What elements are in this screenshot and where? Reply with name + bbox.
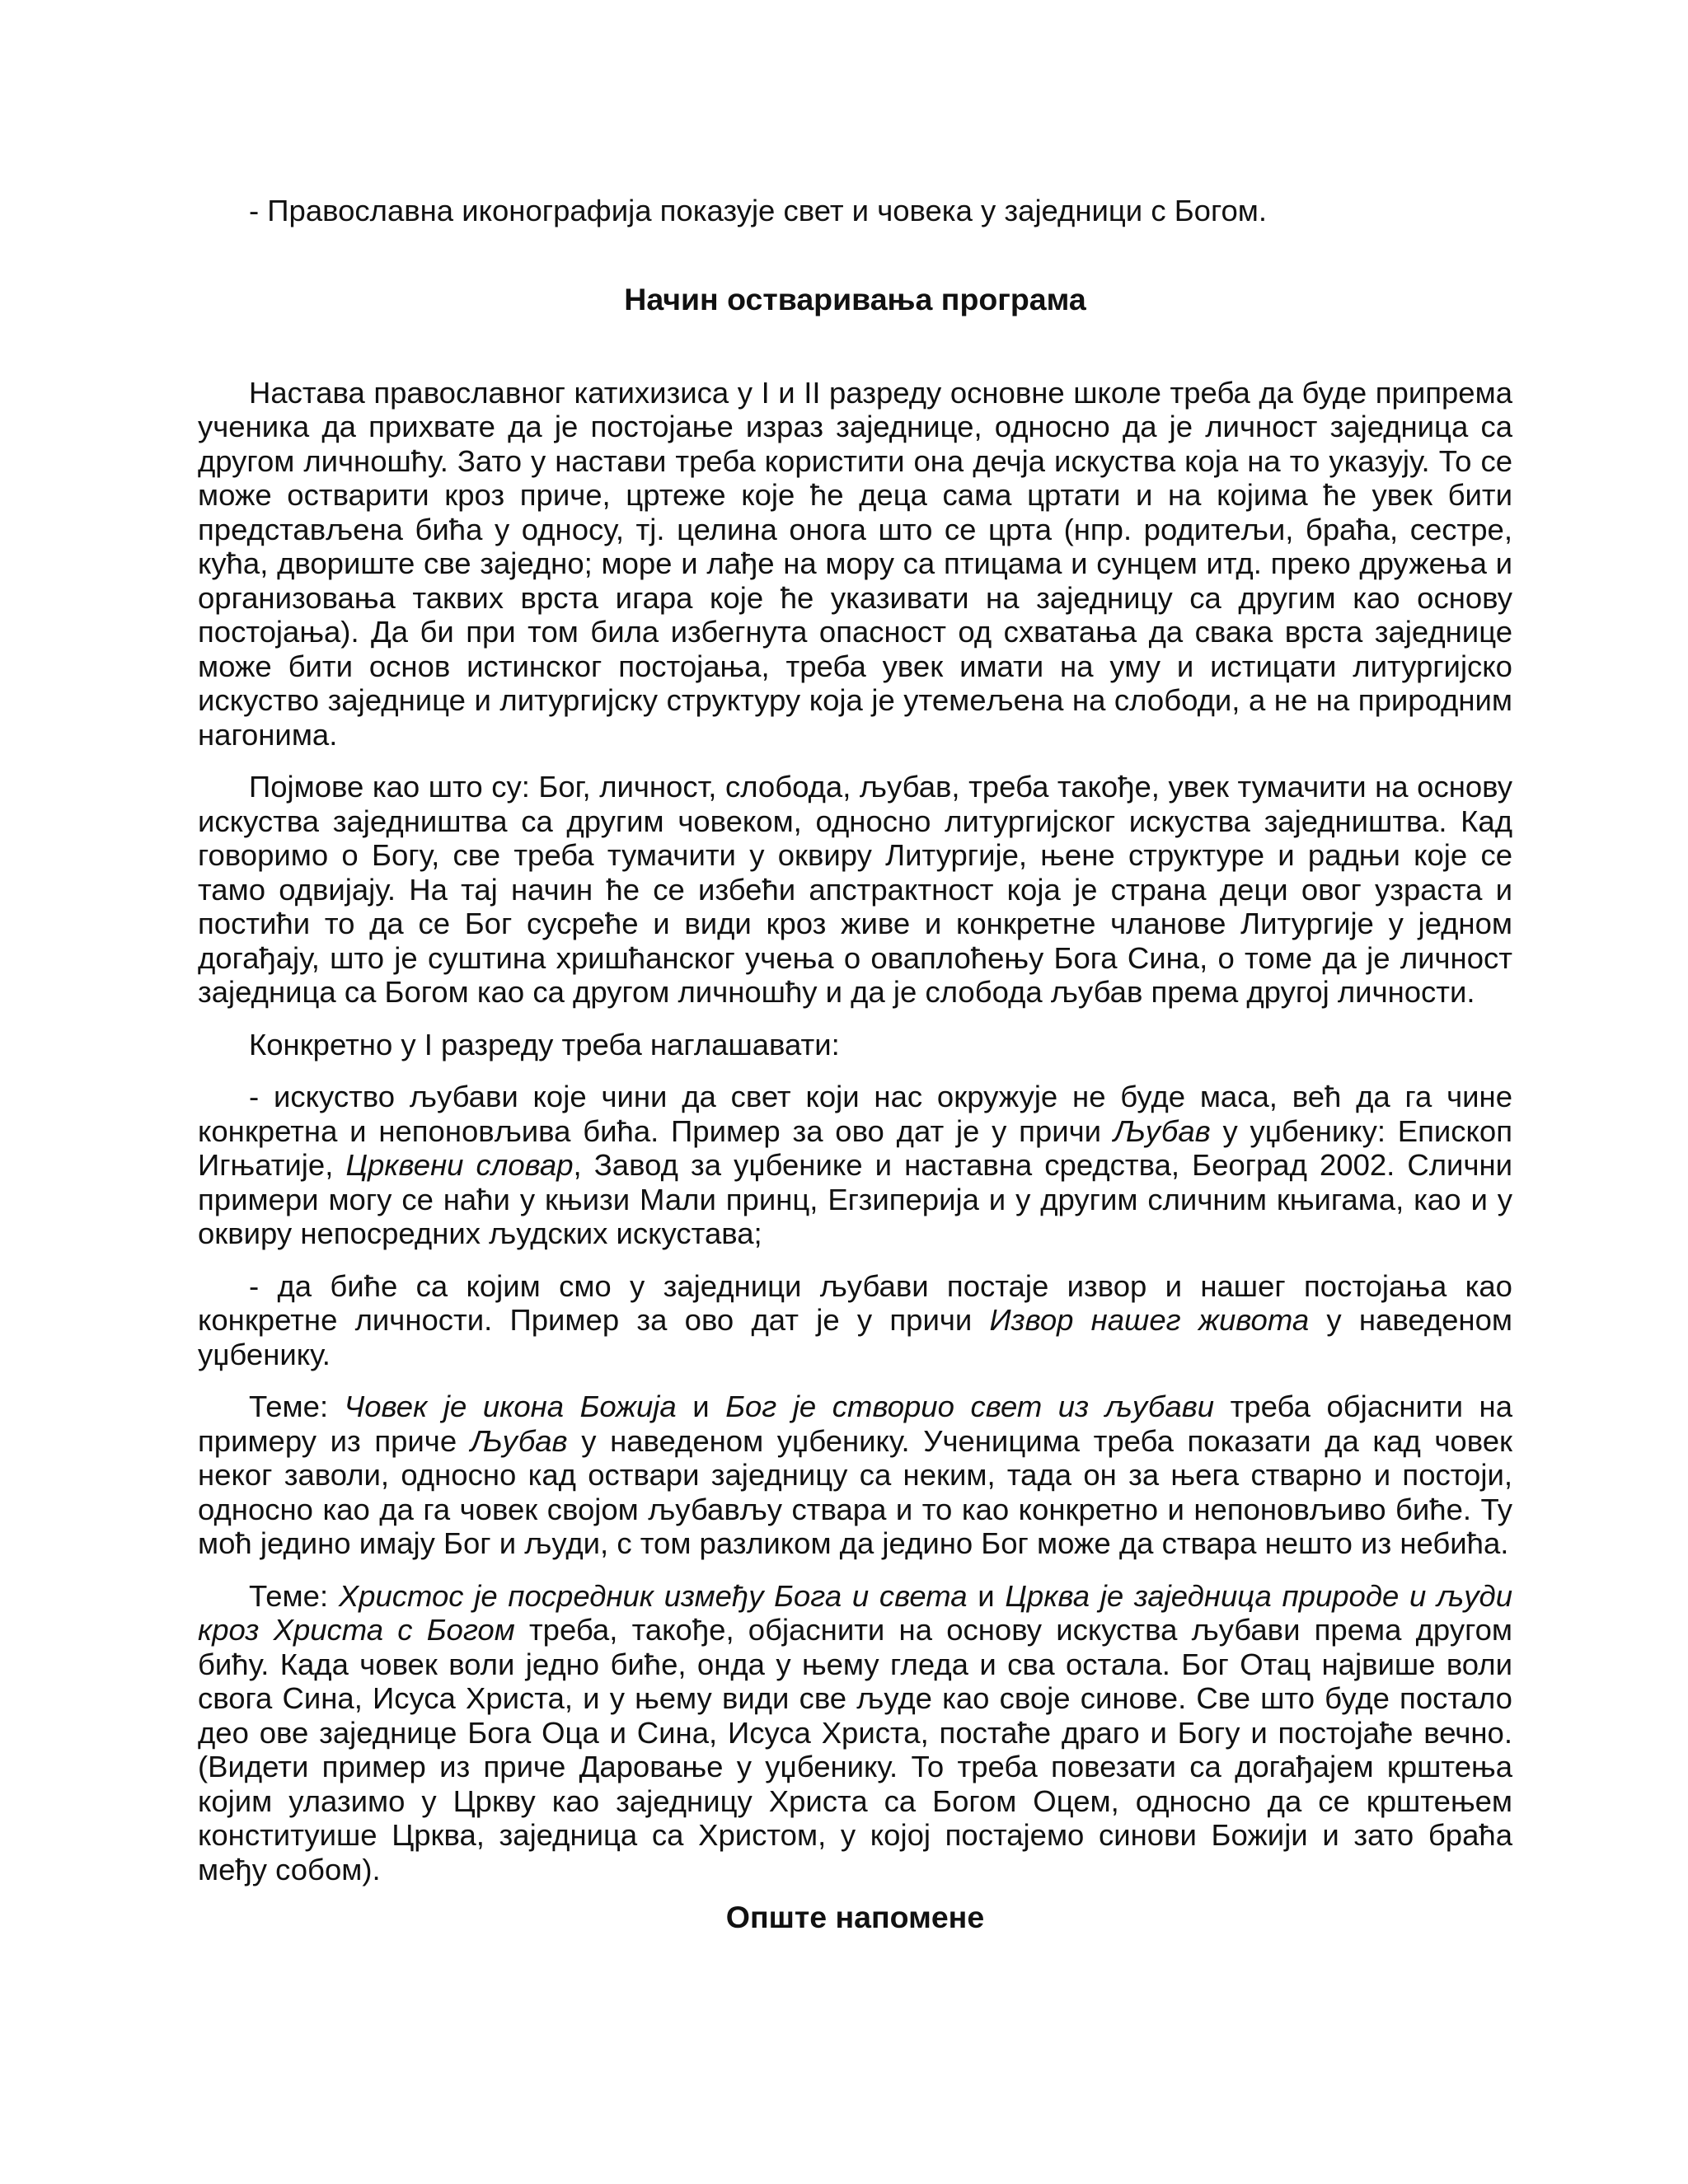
section-heading-general-notes: Опште напомене: [725, 1900, 985, 1934]
paragraph-5-text: у наведеном уџбенику.: [198, 1303, 1512, 1371]
paragraph-7-text: и: [967, 1578, 1006, 1613]
paragraph-6-text: треба објаснити на примеру из приче: [198, 1390, 1512, 1458]
paragraph-1: Настава православног катихизиса у I и II разреду основне школе треба да буде припрема ученика да прихвате да је постојање израз заједнице, односно да је личност заједница са другом личношћу. Зато у настави треба користити она дечја искуства која на то указују. То се може остварити кроз приче, цртеже које ће деца сама цртати и на којима ће увек бити представљена бића у односу, тј. целина онога што се црта (нпр. родитељи, браћа, сестре, кућа, двориште све заједно; море и лађе на мору са птицама и сунцем итд. преко дружења и организовања таквих врста игара које ће указивати на заједницу са другим као основу постојања). Да би при том била избегнута опасност од схватања да свака врста заједнице може бити основ истинског постојања, треба увек имати на уму и истицати литургијско искуство заједнице и литургијску структуру која је утемељена на слободи, а не на природним нагонима.: [198, 375, 1512, 752]
paragraph-7-italic-title: Христос је посредник између Бога и света: [338, 1578, 968, 1613]
paragraph-6-text: и: [676, 1390, 726, 1423]
paragraph-4: [198, 1080, 1512, 1251]
paragraph-7: [198, 1579, 1512, 1887]
paragraph-6-text: Теме:: [249, 1390, 345, 1423]
paragraph-4-italic-title: Црквени словар: [345, 1148, 574, 1182]
paragraph-5: [198, 1269, 1512, 1372]
paragraph-2: Појмове као што су: Бог, личност, слобода, љубав, треба такође, увек тумачити на основу искуства заједништва са другим човеком, односно литургијског искуства заједништва. Кад говоримо о Богу, све треба тумачити у оквиру Литургије, њене структуре и радњи које се тамо одвијају. На тај начин ће се избећи апстрактност која је страна деци овог узраста и постићи то да се Бог сусреће и види кроз живе и конкретне чланове Литургије у једном догађају, што је суштина хришћанског учења о оваплоћењу Бога Сина, о томе да је личност заједница са Богом као са другом личношћу и да је слобода љубав према другој личности.: [198, 770, 1512, 1009]
paragraph-6-italic-title: Љубав: [470, 1423, 568, 1458]
document-page: [198, 194, 1512, 1934]
paragraph-4-text: , Завод за уџбенике и наставна средства, Београд 2002. Слични примери могу се наћи у књизи Мали принц, Егзиперија и у другим сличним књигама, као и у оквиру непосредних људских искустава;: [198, 1148, 1513, 1250]
paragraph-6-text: у наведеном уџбенику. Ученицима треба показати да кад човек неког заволи, односно кад оствари заједницу са неким, тада он за њега стварно и постоји, односно као да га човек својом љубављу ствара и то као конкретно и непоновљиво биће. Ту моћ једино имају Бог и људи, с том разликом да једино Бог може да ствара нешто из небића.: [198, 1423, 1512, 1560]
paragraph-3: Конкретно у I разреду треба наглашавати:: [249, 1027, 840, 1062]
paragraph-4-text: - искуство љубави које чини да свет који нас окружује не буде маса, већ да га чине конкретна и непоновљива бића. Пример за ово дат је у причи: [198, 1080, 1512, 1148]
paragraph-7-text: треба, такође, објаснити на основу искуства љубави према другом бићу. Када човек воли једно биће, онда у њему гледа и сва остала. Бог Отац највише воли свога Сина, Исуса Христа, и у њему види све људе као своје синове. Све што буде постало део ове заједнице Бога Оца и Сина, Исуса Христа, постаће драго и Богу и постојаће вечно. (Видети пример из приче Даровање у уџбенику. То треба повезати са догађајем крштења којим улазимо у Цркву као заједницу Христа са Богом Оцем, односно да се крштењем конституише Црква, заједница са Христом, у којој постајемо синови Божији и зато браћа међу собом).: [198, 1613, 1512, 1886]
paragraph-5-text: - да биће са којим смо у заједници љубави постаје извор и нашег постојања као конкретне личности. Пример за ово дат је у причи: [198, 1268, 1512, 1337]
paragraph-6: [198, 1390, 1512, 1561]
paragraph-5-italic-title: Извор нашег живота: [989, 1303, 1310, 1337]
intro-line: - Православна иконографија показује свет и човека у заједници с Богом.: [249, 194, 1268, 227]
paragraph-6-italic-title: Човек је икона Божија: [344, 1390, 677, 1423]
paragraph-6-italic-title: Бог је створио свет из љубави: [725, 1390, 1215, 1423]
section-heading-implementation: Начин остваривања програма: [624, 281, 1086, 316]
paragraph-7-text: Теме:: [249, 1578, 339, 1613]
paragraph-7-italic-title: Црква је заједница природе и људи кроз Христа с Богом: [198, 1578, 1512, 1647]
paragraph-4-text: у уџбенику: Епископ Игњатије,: [198, 1113, 1512, 1182]
paragraph-4-italic-title: Љубав: [1113, 1113, 1211, 1148]
